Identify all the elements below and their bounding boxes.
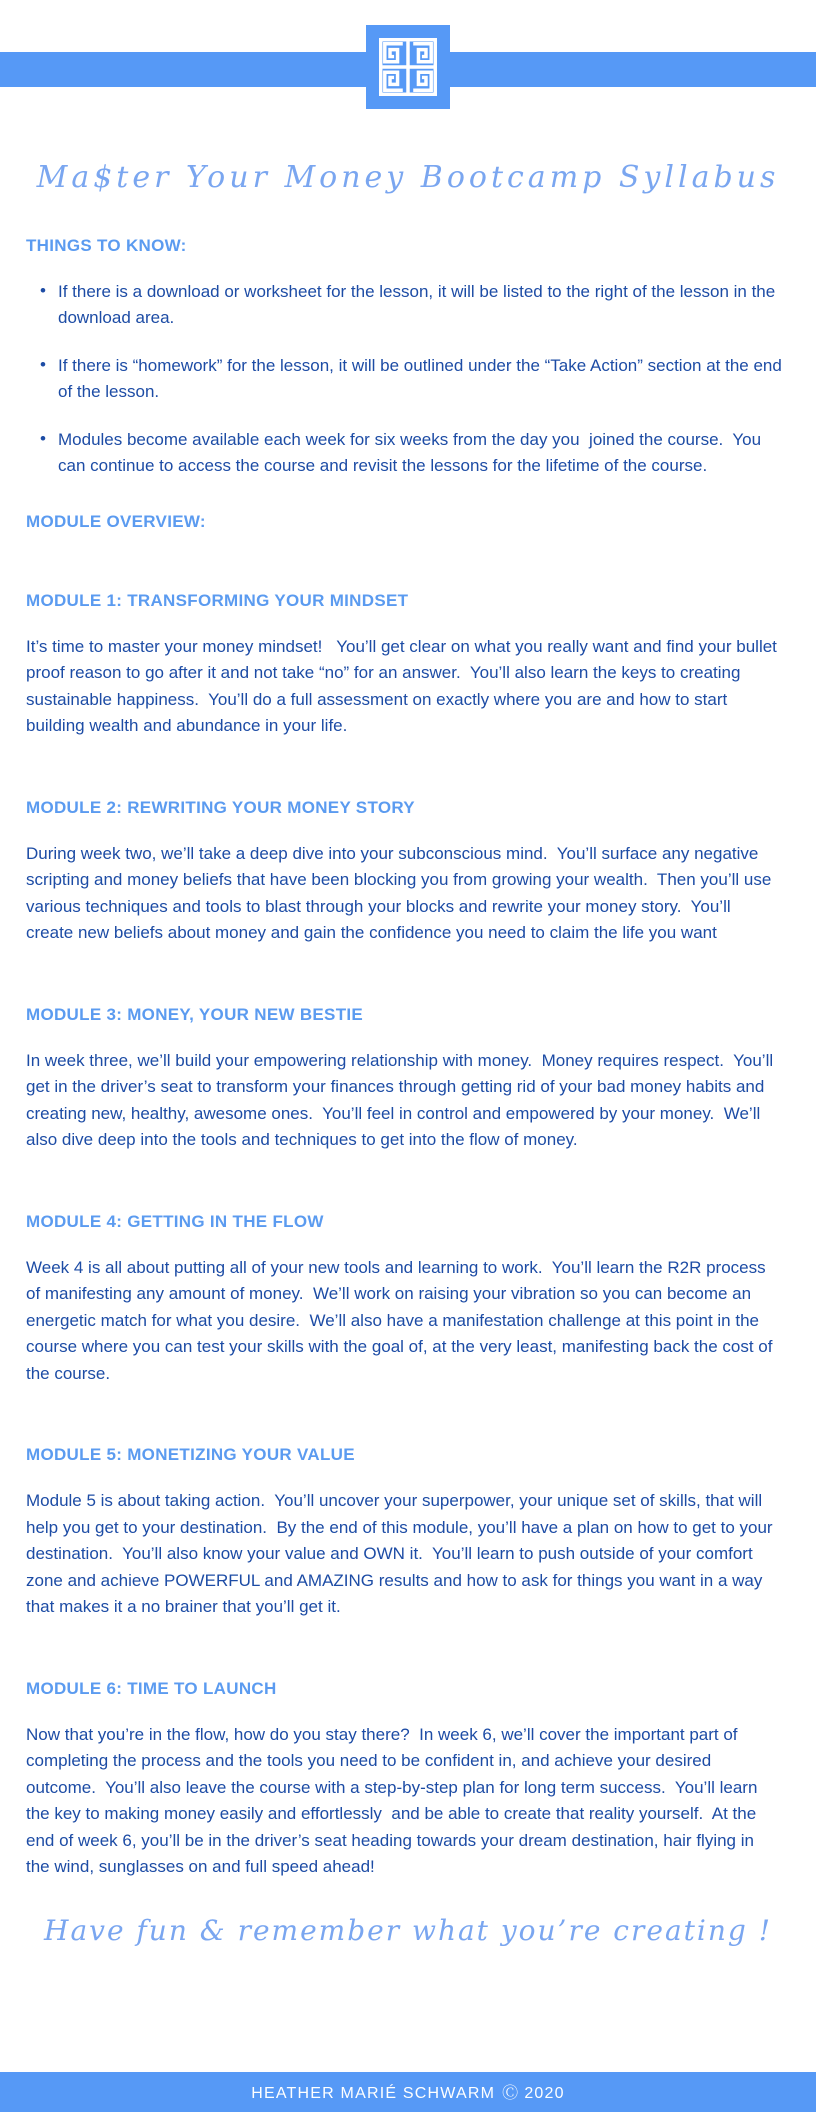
module-heading: MODULE 3: MONEY, YOUR NEW BESTIE: [26, 1004, 364, 1024]
header: [0, 0, 816, 108]
page-title: Ma$ter Your Money Bootcamp Syllabus: [36, 160, 780, 195]
module-section-6: [26, 1678, 790, 1881]
list-item: • If there is a download or worksheet for the lesson, it will be listed to the right of the lesson in the download area.: [40, 279, 788, 331]
module-heading: MODULE 1: TRANSFORMING YOUR MINDSET: [26, 590, 409, 610]
brand-logo: [366, 25, 450, 109]
closing-note: Have fun & remember what you’re creating !: [44, 1913, 772, 1947]
module-section-3: [26, 1004, 790, 1154]
module-section-4: [26, 1211, 790, 1388]
module-section-2: [26, 797, 790, 947]
list-item: • If there is “homework” for the lesson, it will be outlined under the “Take Action” section at the end of the lesson.: [40, 353, 788, 405]
module-overview-heading: MODULE OVERVIEW:: [26, 511, 206, 531]
module-heading: MODULE 6: TIME TO LAUNCH: [26, 1678, 277, 1698]
module-heading: MODULE 2: REWRITING YOUR MONEY STORY: [26, 797, 415, 817]
module-description: Module 5 is about taking action. You’ll uncover your superpower, your unique set of skills, that will help you get to your destination. By the end of this module, you’ll have a plan on how to get to your destination. You’ll also know your value and OWN it. You’ll learn to push outside of your comfort zone and achieve POWERFUL and AMAZING results and how to ask for things you want in a way that makes it a no brainer that you’ll get it.: [26, 1491, 778, 1616]
list-item: • Modules become available each week for six weeks from the day you joined the course. You can continue to access the course and revisit the lessons for the lifetime of the course.: [40, 427, 788, 479]
module-section-5: [26, 1444, 790, 1621]
copyright-icon: Ⓒ: [502, 2085, 520, 2102]
footer-band: [0, 2072, 816, 2112]
module-description: It’s time to master your money mindset! You’ll get clear on what you really want and find your bullet proof reason to go after it and not take “no” for an answer. You’ll also learn the keys to creating sustainable happiness. You’ll do a full assessment on exactly where you are and how to start building wealth and abundance in your life.: [26, 636, 782, 735]
module-description: During week two, we’ll take a deep dive into your subconscious mind. You’ll surface any negative scripting and money beliefs that have been blocking you from growing your wealth. Then you’ll use various techniques and tools to blast through your blocks and rewrite your money story. You’ll create new beliefs about money and gain the confidence you need to claim the life you want: [26, 843, 777, 942]
copyright-name: HEATHER MARIÉ SCHWARM: [251, 2085, 496, 2102]
module-description: Now that you’re in the flow, how do you stay there? In week 6, we’ll cover the important part of completing the process and the tools you need to be confident in, and achieve your desired outcome. You’ll also leave the course with a step-by-step plan for long term success. You’ll learn the key to making money easily and effortlessly and be able to create that reality yourself. At the end of week 6, you’ll be in the driver’s seat heading towards your dream destination, hair flying in the wind, sunglasses on and full speed ahead!: [26, 1724, 763, 1876]
module-description: In week three, we’ll build your empowering relationship with money. Money requires respect. You’ll get in the driver’s seat to transform your finances through getting rid of your bad money habits and creating new, healthy, awesome ones. You’ll feel in control and empowered by your money. We’ll also dive deep into the tools and techniques to get into the flow of money.: [26, 1050, 778, 1149]
copyright-year: 2020: [524, 2085, 565, 2102]
module-heading: MODULE 4: GETTING IN THE FLOW: [26, 1211, 324, 1231]
module-section-1: [26, 590, 790, 740]
module-description: Week 4 is all about putting all of your new tools and learning to work. You’ll learn the R2R process of manifesting any amount of money. We’ll work on raising your vibration so you can become an energetic match for what you desire. We’ll also have a manifestation challenge at this point in the course where you can test your skills with the goal of, at the very least, manifesting back the cost of the course.: [26, 1257, 778, 1383]
greek-key-icon: [379, 38, 437, 96]
main-content: [0, 199, 816, 1881]
things-to-know-list: [26, 279, 790, 479]
things-to-know-heading: THINGS TO KNOW:: [26, 235, 187, 255]
module-heading: MODULE 5: MONETIZING YOUR VALUE: [26, 1445, 355, 1464]
